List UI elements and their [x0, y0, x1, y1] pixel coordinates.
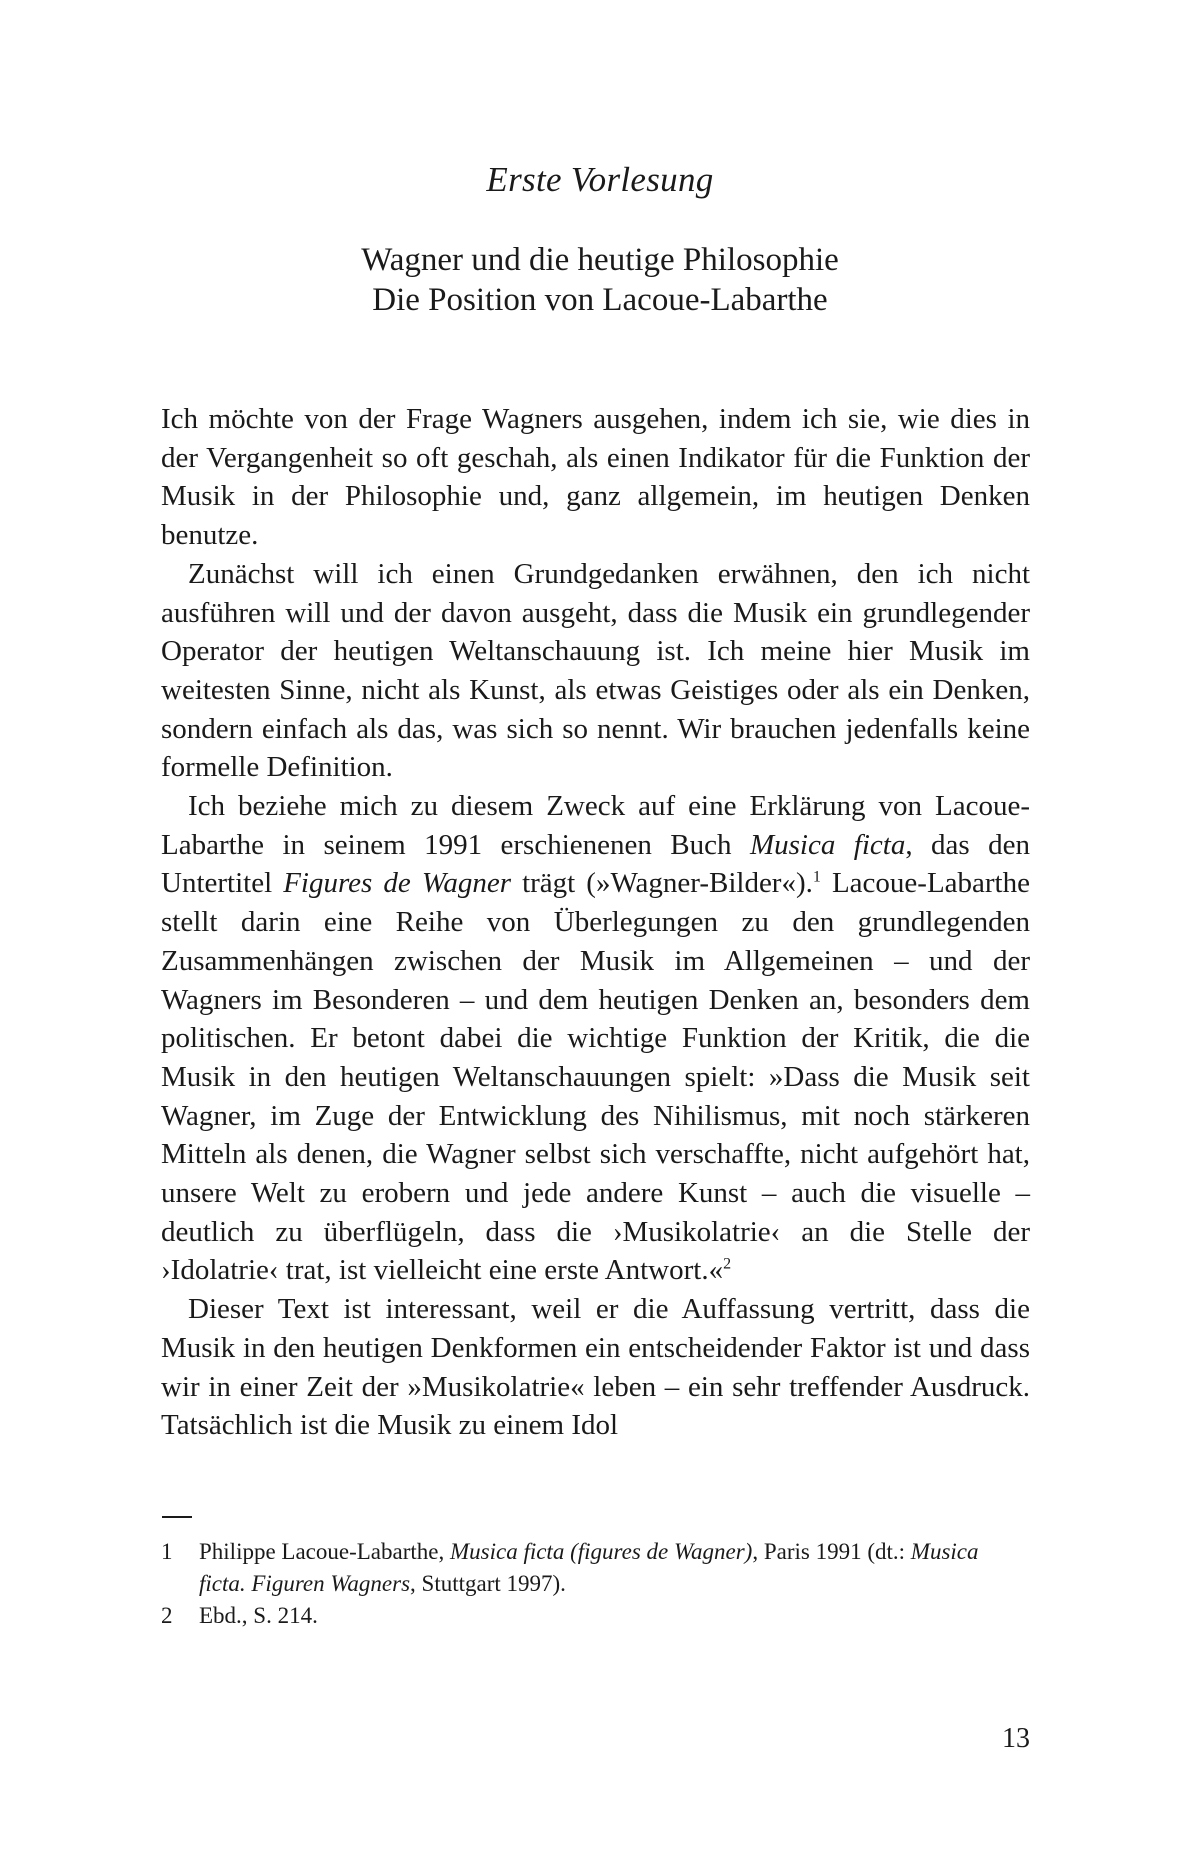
footnote-1 — [161, 1536, 1030, 1600]
paragraph-3 — [161, 787, 1030, 1290]
paragraph-2: Zunächst will ich einen Grundgedanken erwähnen, den ich nicht ausführen will und der davon ausgeht, dass die Musik ein grundlegender Operator der heutigen Weltanschauung ist. Ich meine hier Musik im weitesten Sinne, nicht als Kunst, als etwas Geistiges oder als ein Denken, sondern einfach als das, was sich so nennt. Wir brauchen jedenfalls keine formelle Definition. — [161, 557, 1030, 784]
footnote-1-text-c: , Stuttgart 1997). — [410, 1571, 566, 1596]
chapter-title-line-1: Wagner und die heutige Philosophie — [361, 242, 839, 278]
chapter-title — [0, 240, 1200, 320]
chapter-title-line-2: Die Position von Lacoue-Labarthe — [372, 282, 828, 318]
footnote-divider — [162, 1516, 192, 1518]
footnote-number: 1 — [161, 1539, 173, 1564]
paragraph-3-text-b: , das den Untertitel — [161, 828, 1030, 900]
paragraph-3-text-c: trägt (»Wagner-Bilder«). — [511, 867, 813, 900]
book-subtitle: Figures de Wagner — [283, 867, 512, 900]
footnote-1-original-title: Musica ficta (figures de Wagner) — [449, 1539, 753, 1564]
footnote-2 — [161, 1600, 1030, 1632]
footnote-number: 2 — [161, 1603, 173, 1628]
footnote-1-german-title: Musica ficta. Figuren Wagners — [199, 1539, 979, 1596]
footnote-text: Ebd., S. 214. — [199, 1603, 318, 1628]
footnote-1-text-b: , Paris 1991 (dt.: — [752, 1539, 911, 1564]
paragraph-3-text-d: Lacoue-Labarthe stellt darin eine Reihe von Überlegungen zu den grundlegenden Zusammenhängen zwischen der Musik im Allgemeinen – und der Wagners im Besonderen – und dem heutigen Denken an, besonders dem politischen. Er betont dabei die wichtige Funktion der Kritik, die die Musik in den heutigen Weltanschauungen spielt: »Dass die Musik seit Wagner, im Zuge der Entwicklung des Nihilismus, mit noch stärkeren Mitteln als denen, die Wagner selbst sich verschaffte, nicht aufgehört hat, unsere Welt zu erobern und jede andere Kunst – auch die visuelle – deutlich zu überflügeln, dass die ›Musikolatrie‹ an die Stelle der ›Idolatrie‹ trat, ist vielleicht eine erste Antwort.« — [161, 867, 1030, 1287]
footnotes — [161, 1536, 1030, 1632]
paragraph-4: Dieser Text ist interessant, weil er die Auffassung vertritt, dass die Musik in den heutigen Denkformen ein entscheidender Faktor ist und dass wir in einer Zeit der »Musikolatrie« leben – ein sehr treffender Ausdruck. Tatsächlich ist die Musik zu einem Idol — [161, 1293, 1030, 1442]
footnote-ref-2[interactable]: 2 — [723, 1255, 732, 1273]
paragraph-1: Ich möchte von der Frage Wagners ausgehen, indem ich sie, wie dies in der Vergangenheit so oft geschah, als einen Indikator für die Funktion der Musik in der Philosophie und, ganz allgemein, im heutigen Denken benutze. — [161, 403, 1030, 552]
footnote-1-text-a: Philippe Lacoue-Labarthe, — [199, 1539, 450, 1564]
lecture-label: Erste Vorlesung — [486, 160, 714, 199]
footnote-text — [199, 1536, 1030, 1600]
body-text — [161, 400, 1030, 1445]
book-title-musica-ficta: Musica ficta — [749, 828, 906, 861]
paragraph-3-text-a: Ich beziehe mich zu diesem Zweck auf eine Erklärung von Lacoue-Labarthe in seinem 1991 erschienenen Buch — [161, 790, 1030, 861]
footnote-ref-1[interactable]: 1 — [812, 868, 821, 886]
page-number: 13 — [1002, 1723, 1030, 1754]
